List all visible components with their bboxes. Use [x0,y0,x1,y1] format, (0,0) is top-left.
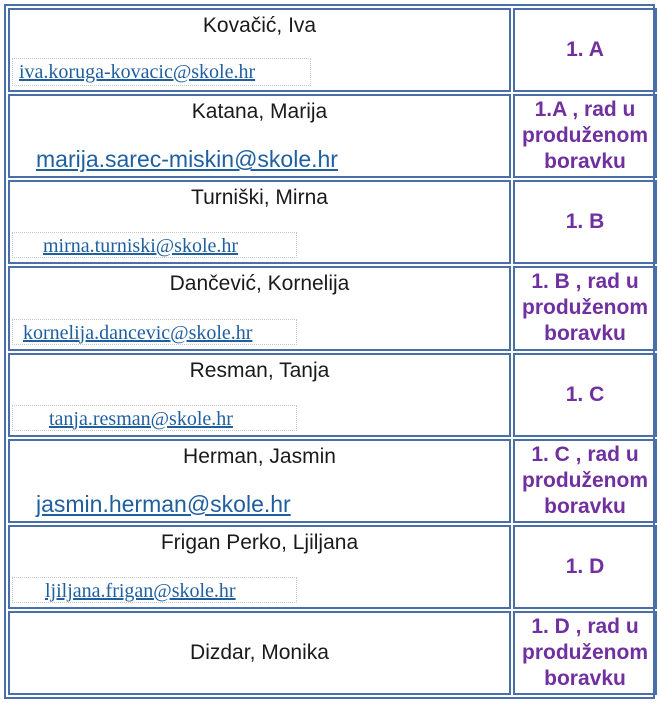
class-label: 1. A [566,38,604,62]
class-cell [513,611,657,695]
email-box [12,405,297,431]
class-label: 1. C [565,382,605,406]
email-box [12,577,297,603]
teacher-name: Kovačić, Iva [202,14,317,37]
email-box [30,146,344,172]
class-cell [513,94,657,178]
class-cell [513,353,657,437]
class-label: 1. D [565,554,605,578]
teacher-name: Herman, Jasmin [183,444,336,468]
class-cell [513,266,657,350]
name-cell [8,94,511,178]
teacher-table [4,4,655,699]
email-link[interactable]: kornelija.dancevic@skole.hr [23,321,253,344]
class-cell [513,180,657,264]
class-label: 1. B [565,210,605,234]
teacher-name: Katana, Marija [191,100,328,124]
teacher-name: Dizdar, Monika [190,640,329,664]
class-label: 1.A , rad u produženom boravku [522,98,648,174]
name-cell [8,353,511,437]
email-link[interactable]: jasmin.herman@skole.hr [36,490,291,517]
teacher-name: Frigan Perko, Ljiljana [160,530,359,554]
email-link[interactable]: mirna.turniski@skole.hr [43,235,239,258]
teacher-name: Resman, Tanja [189,358,330,382]
class-label: 1. C , rad u produženom boravku [522,442,648,518]
name-cell [8,439,511,523]
email-box [30,491,297,517]
name-cell [8,8,511,92]
name-cell [8,611,511,695]
email-link[interactable]: tanja.resman@skole.hr [49,407,233,430]
class-cell [513,439,657,523]
class-cell [513,525,657,609]
name-cell [8,180,511,264]
email-box [12,319,297,345]
name-cell [8,525,511,609]
email-link[interactable]: iva.koruga-kovacic@skole.hr [19,61,256,84]
class-label: 1. B , rad u produženom boravku [522,270,648,346]
class-cell [513,8,657,92]
teacher-name: Dančević, Kornelija [169,272,350,296]
email-box [12,58,311,86]
email-link[interactable]: ljiljana.frigan@skole.hr [45,579,236,602]
name-cell [8,266,511,350]
email-box [12,232,297,258]
teacher-name: Turniški, Mirna [191,186,328,210]
email-link[interactable]: marija.sarec-miskin@skole.hr [36,146,338,173]
class-label: 1. D , rad u produženom boravku [522,614,648,690]
